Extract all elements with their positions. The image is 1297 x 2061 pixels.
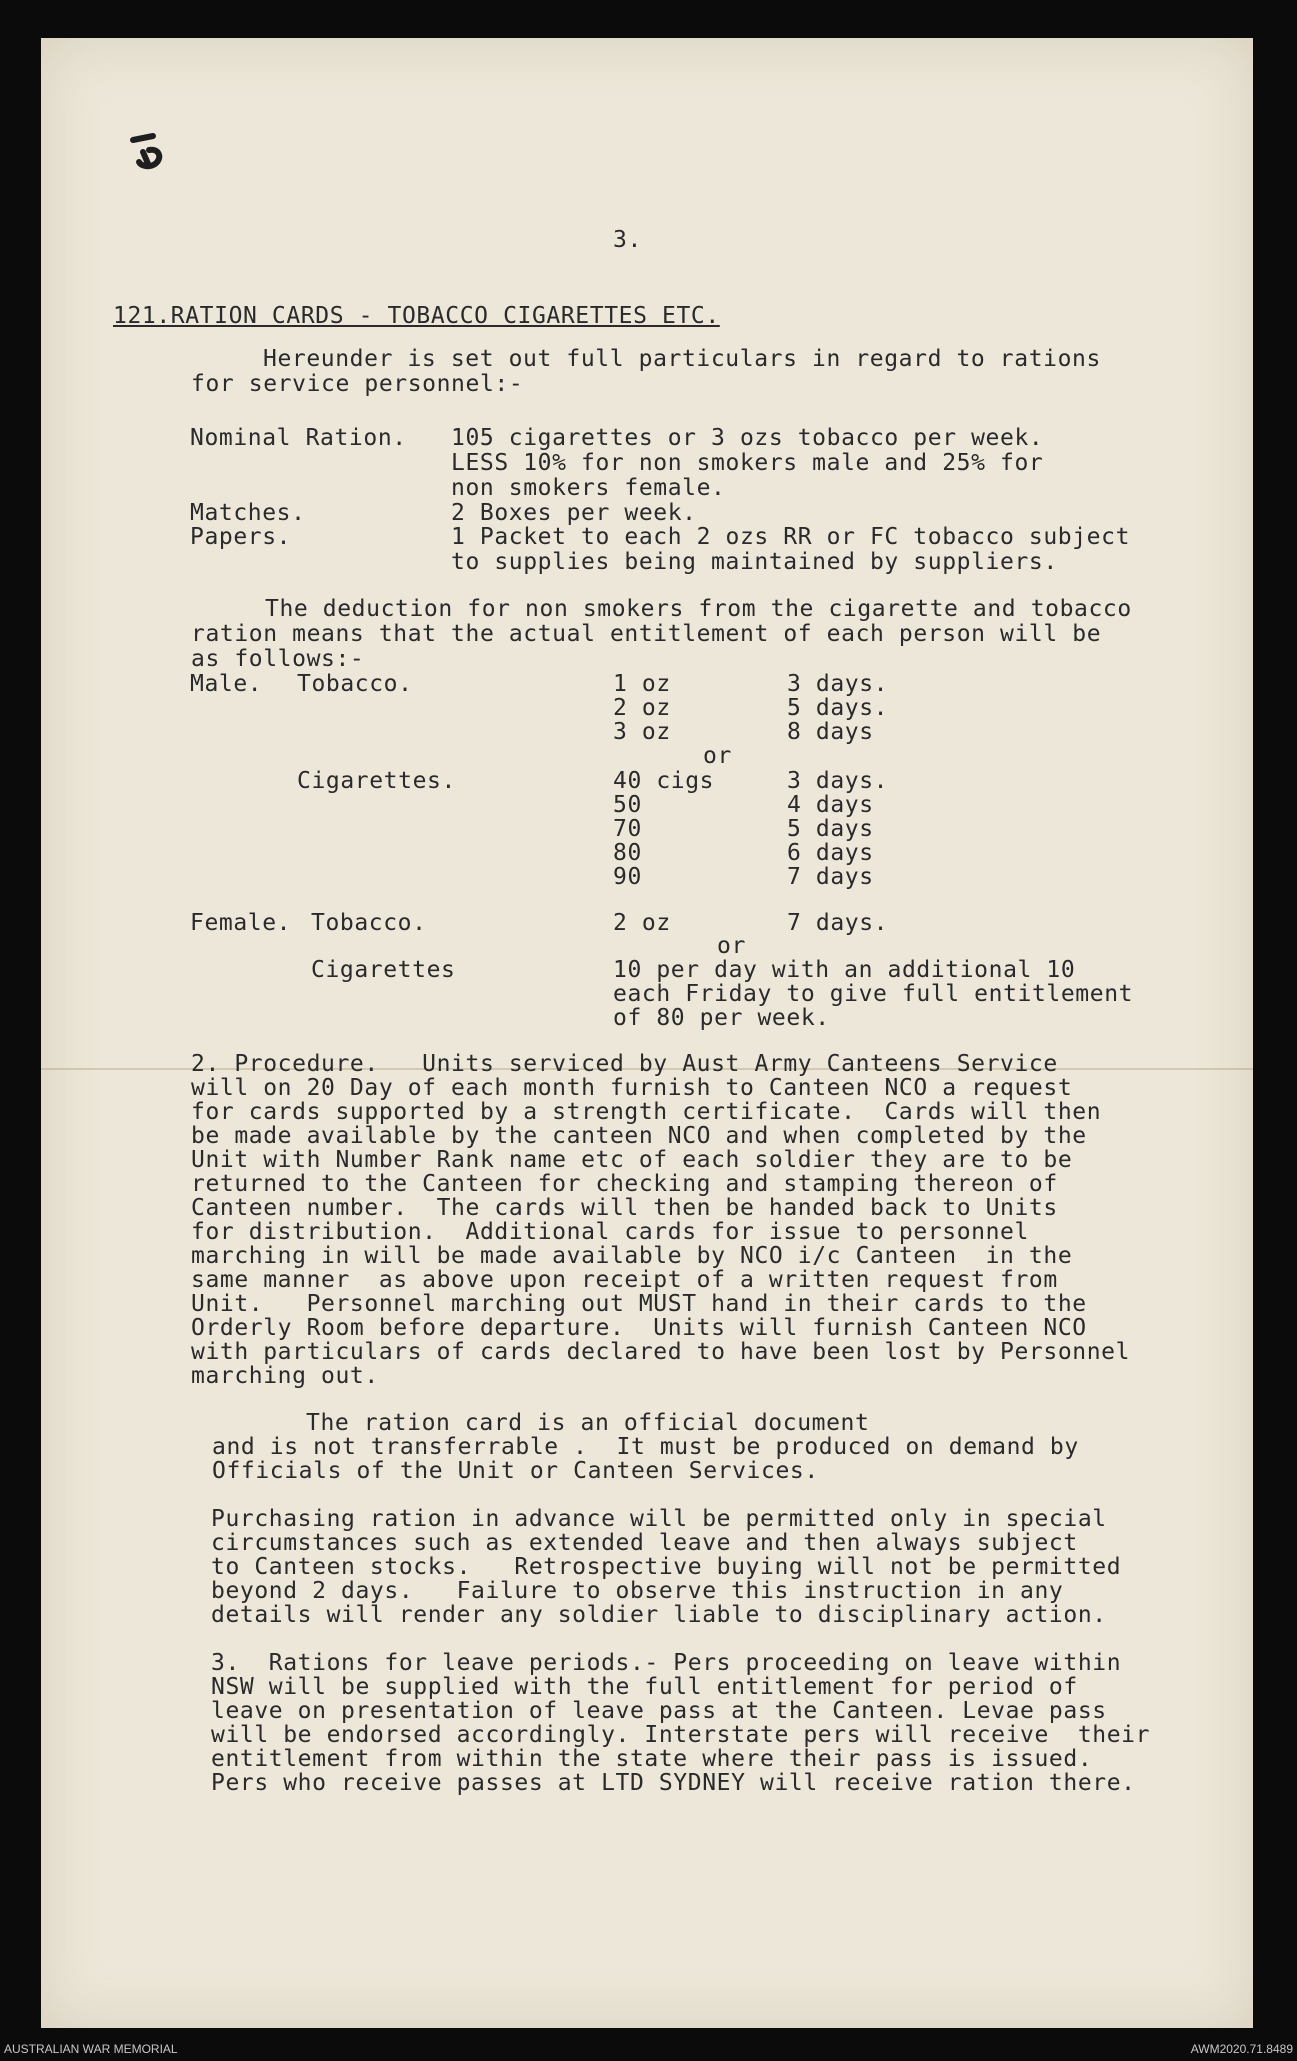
text-line: NSW will be supplied with the full entitlement for period of bbox=[211, 1674, 1078, 1700]
text-line: with particulars of cards declared to have been lost by Personnel bbox=[191, 1339, 1131, 1365]
text-line: leave on presentation of leave pass at the Canteen. Levae pass bbox=[211, 1698, 1107, 1724]
amount: 70 bbox=[613, 816, 642, 842]
text-line: 10 per day with an additional 10 bbox=[613, 957, 1076, 983]
footer-credit: AUSTRALIAN WAR MEMORIAL bbox=[4, 2042, 178, 2056]
cigarettes-label: Cigarettes bbox=[311, 957, 456, 983]
text-line: will on 20 Day of each month furnish to Canteen NCO a request bbox=[191, 1075, 1073, 1101]
text-line: Pers who receive passes at LTD SYDNEY will receive ration there. bbox=[211, 1770, 1136, 1796]
text-line: 2. Procedure. Units serviced by Aust Army Canteens Service bbox=[191, 1051, 1058, 1077]
text-line: beyond 2 days. Failure to observe this instruction in any bbox=[211, 1578, 1064, 1604]
matches-value: 2 Boxes per week. bbox=[451, 500, 697, 526]
text-line: same manner as above upon receipt of a written request from bbox=[191, 1267, 1058, 1293]
text-line: for cards supported by a strength certificate. Cards will then bbox=[191, 1099, 1102, 1125]
text-line: Hereunder is set out full particulars in regard to rations bbox=[263, 346, 1101, 372]
footer-accession-number: AWM2020.71.8489 bbox=[1190, 2042, 1293, 2056]
text-line: marching out. bbox=[191, 1363, 379, 1389]
matches-label: Matches. bbox=[190, 500, 306, 526]
female-label: Female. bbox=[190, 910, 292, 936]
text-line: Purchasing ration in advance will be permitted only in special bbox=[211, 1506, 1107, 1532]
handwritten-mark bbox=[119, 100, 179, 180]
text-line: to supplies being maintained by suppliers. bbox=[451, 549, 1058, 575]
text-line: for distribution. Additional cards for issue to personnel bbox=[191, 1219, 1029, 1245]
text-line: entitlement from within the state where their pass is issued. bbox=[211, 1746, 1093, 1772]
duration: 5 days bbox=[787, 816, 874, 842]
text-line: The deduction for non smokers from the cigarette and tobacco bbox=[265, 596, 1132, 622]
text-line: will be endorsed accordingly. Interstate pers will receive their bbox=[211, 1722, 1151, 1748]
text-line: 105 cigarettes or 3 ozs tobacco per week. bbox=[451, 425, 1044, 451]
duration: 6 days bbox=[787, 840, 874, 866]
text-line: for service personnel:- bbox=[191, 371, 524, 397]
text-line: to Canteen stocks. Retrospective buying will not be permitted bbox=[211, 1554, 1122, 1580]
amount: 40 cigs bbox=[613, 768, 715, 794]
amount: 80 bbox=[613, 840, 642, 866]
amount: 90 bbox=[613, 864, 642, 890]
tobacco-label: Tobacco. bbox=[311, 910, 427, 936]
duration: 8 days bbox=[787, 719, 874, 745]
text-line: returned to the Canteen for checking and stamping thereon of bbox=[191, 1171, 1058, 1197]
duration: 7 days bbox=[787, 864, 874, 890]
section-heading: 121.RATION CARDS - TOBACCO CIGARETTES ETC. bbox=[113, 303, 720, 329]
page-number: 3. bbox=[613, 227, 642, 253]
tobacco-label: Tobacco. bbox=[297, 671, 413, 697]
text-line: and is not transferrable . It must be produced on demand by bbox=[212, 1434, 1079, 1460]
text-line: Officials of the Unit or Canteen Services. bbox=[212, 1458, 819, 1484]
cigarettes-label: Cigarettes. bbox=[297, 768, 456, 794]
duration: 7 days. bbox=[787, 910, 889, 936]
or-separator: or bbox=[703, 743, 732, 769]
text-line: LESS 10% for non smokers male and 25% for bbox=[451, 450, 1044, 476]
text-line: as follows:- bbox=[191, 646, 365, 672]
duration: 4 days bbox=[787, 792, 874, 818]
or-separator: or bbox=[717, 933, 746, 959]
papers-label: Papers. bbox=[190, 524, 292, 550]
male-label: Male. bbox=[190, 671, 263, 697]
text-line: Unit. Personnel marching out MUST hand in their cards to the bbox=[191, 1291, 1087, 1317]
text-line: Orderly Room before departure. Units will furnish Canteen NCO bbox=[191, 1315, 1087, 1341]
text-line: 1 Packet to each 2 ozs RR or FC tobacco subject bbox=[451, 524, 1131, 550]
text-line: marching in will be made available by NCO i/c Canteen in the bbox=[191, 1243, 1073, 1269]
amount: 2 oz bbox=[613, 695, 671, 721]
text-line: Canteen number. The cards will then be handed back to Units bbox=[191, 1195, 1058, 1221]
amount: 3 oz bbox=[613, 719, 671, 745]
amount: 1 oz bbox=[613, 671, 671, 697]
text-line: be made available by the canteen NCO and when completed by the bbox=[191, 1123, 1087, 1149]
amount: 2 oz bbox=[613, 910, 671, 936]
amount: 50 bbox=[613, 792, 642, 818]
text-line: Unit with Number Rank name etc of each soldier they are to be bbox=[191, 1147, 1073, 1173]
duration: 3 days. bbox=[787, 768, 889, 794]
nominal-ration-label: Nominal Ration. bbox=[190, 425, 407, 451]
text-line: ration means that the actual entitlement of each person will be bbox=[191, 621, 1102, 647]
text-line: non smokers female. bbox=[451, 475, 726, 501]
text-line: of 80 per week. bbox=[613, 1005, 830, 1031]
text-line: circumstances such as extended leave and then always subject bbox=[211, 1530, 1078, 1556]
duration: 3 days. bbox=[787, 671, 889, 697]
text-line: each Friday to give full entitlement bbox=[613, 981, 1134, 1007]
text-line: details will render any soldier liable to disciplinary action. bbox=[211, 1602, 1107, 1628]
text-line: The ration card is an official document bbox=[306, 1410, 870, 1436]
text-line: 3. Rations for leave periods.- Pers proceeding on leave within bbox=[211, 1650, 1122, 1676]
duration: 5 days. bbox=[787, 695, 889, 721]
